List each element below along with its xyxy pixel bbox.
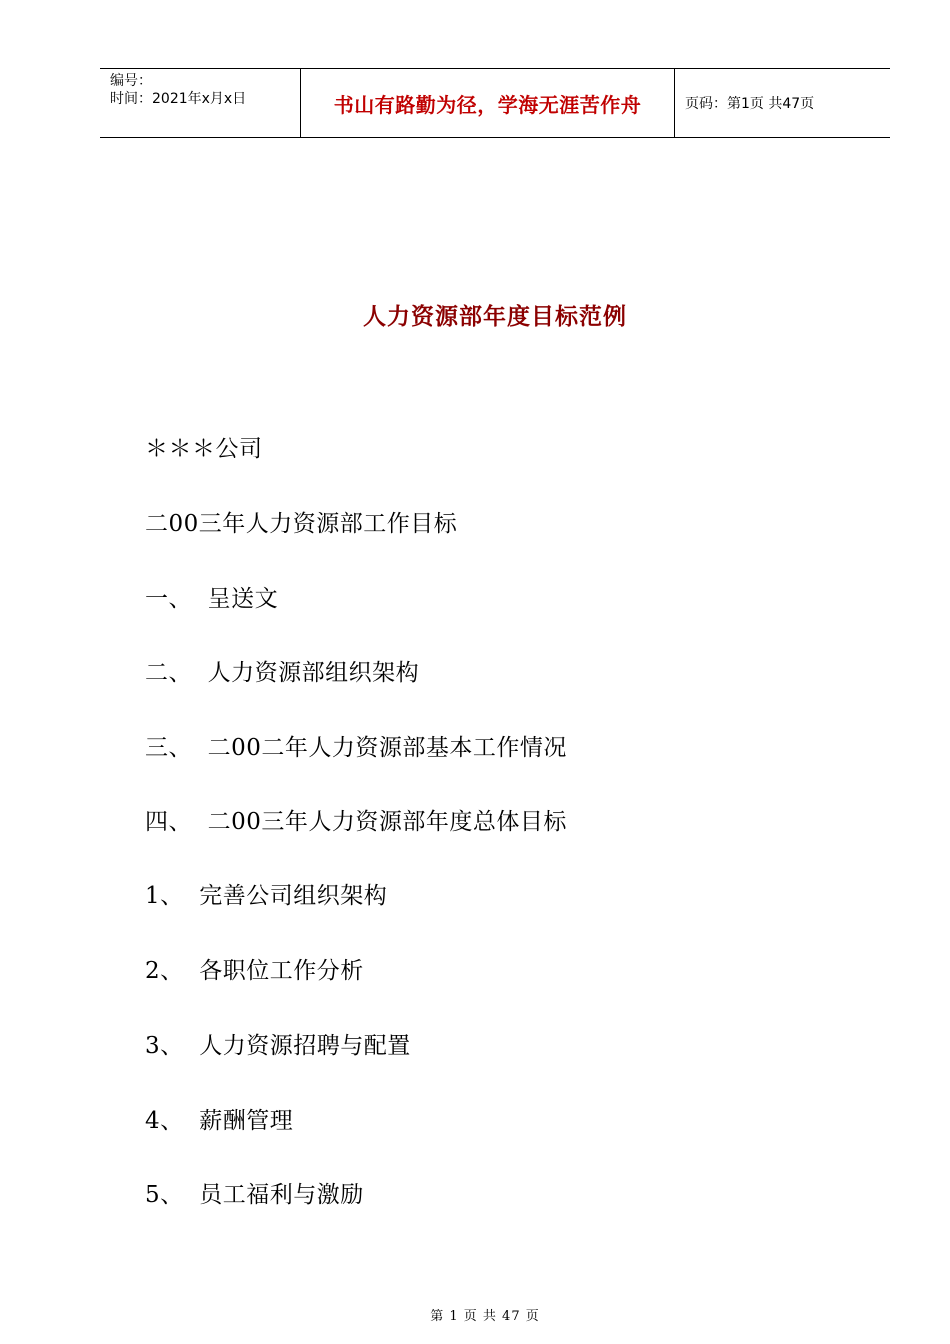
toc-subitem: 5、 员工福利与激励 <box>145 1182 364 1208</box>
header-motto-cell <box>301 69 675 137</box>
toc-subitem: 4、 薪酬管理 <box>145 1108 294 1134</box>
motto-text: 书山有路勤为径，学海无涯苦作舟 <box>333 92 642 117</box>
toc-subitem: 2、 各职位工作分析 <box>145 958 364 984</box>
document-title: 人力资源部年度目标范例 <box>363 303 627 330</box>
number-label: 编号： <box>110 73 152 89</box>
header-page-info <box>675 69 890 137</box>
time-label: 时间：2021年x月x日 <box>110 91 247 107</box>
toc-subitem: 1、 完善公司组织架构 <box>145 883 388 909</box>
toc-item: 三、 二00二年人力资源部基本工作情况 <box>145 735 567 761</box>
page-footer: 第 1 页 共 47 页 <box>430 1309 540 1324</box>
page-info-text: 页码：第1页 共47页 <box>685 96 815 112</box>
toc-subitem: 3、 人力资源招聘与配置 <box>145 1033 411 1059</box>
header-meta <box>100 69 301 137</box>
company-line: ＊＊＊公司 <box>145 436 263 462</box>
toc-item: 二、 人力资源部组织架构 <box>145 660 420 686</box>
page-header <box>100 68 890 138</box>
toc-item: 四、 二00三年人力资源部年度总体目标 <box>145 809 567 835</box>
subtitle-line: 二00三年人力资源部工作目标 <box>145 511 458 537</box>
toc-item: 一、 呈送文 <box>145 586 279 612</box>
